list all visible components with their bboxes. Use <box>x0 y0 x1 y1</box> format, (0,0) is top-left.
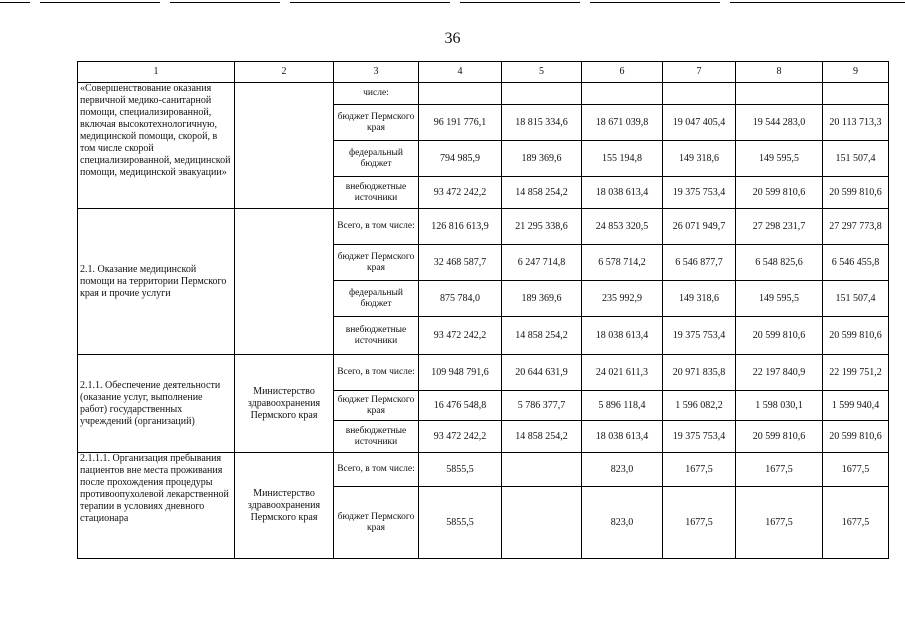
amount-cell: 126 816 613,9 <box>419 209 502 245</box>
funding-source-cell: федеральный бюджет <box>334 141 419 177</box>
amount-cell: 22 199 751,2 <box>823 355 889 391</box>
header-cell: 7 <box>663 62 736 83</box>
header-cell: 4 <box>419 62 502 83</box>
amount-cell: 20 644 631,9 <box>502 355 582 391</box>
amount-cell: 149 595,5 <box>736 141 823 177</box>
funding-source-cell: бюджет Пермского края <box>334 487 419 559</box>
header-cell: 2 <box>235 62 334 83</box>
amount-cell: 1677,5 <box>823 453 889 487</box>
amount-cell: 20 599 810,6 <box>736 317 823 355</box>
page-number: 36 <box>444 30 461 47</box>
amount-cell: 235 992,9 <box>582 281 663 317</box>
amount-cell: 149 318,6 <box>663 141 736 177</box>
amount-cell: 6 247 714,8 <box>502 245 582 281</box>
activity-name-cell: «Совершенствование оказания первичной медико-санитарной помощи, специализированной, включая высокотехнологичную, медицинской помощи, скорой, в том числе скорой специализированной, медицинской помощи, медицинской эвакуации» <box>78 83 235 209</box>
amount-cell: 14 858 254,2 <box>502 317 582 355</box>
header-row <box>78 62 889 83</box>
amount-cell: 1677,5 <box>736 453 823 487</box>
amount-cell: 21 295 338,6 <box>502 209 582 245</box>
amount-cell: 19 375 753,4 <box>663 177 736 209</box>
funding-source-cell: числе: <box>334 83 419 105</box>
header-cell: 9 <box>823 62 889 83</box>
amount-cell <box>502 487 582 559</box>
amount-cell <box>582 83 663 105</box>
amount-cell: 93 472 242,2 <box>419 421 502 453</box>
amount-cell <box>736 83 823 105</box>
amount-cell: 1677,5 <box>823 487 889 559</box>
amount-cell <box>419 83 502 105</box>
table-row <box>78 209 889 245</box>
amount-cell: 1677,5 <box>663 453 736 487</box>
executor-cell <box>235 83 334 209</box>
amount-cell: 5 896 118,4 <box>582 391 663 421</box>
amount-cell <box>502 453 582 487</box>
amount-cell: 20 113 713,3 <box>823 105 889 141</box>
amount-cell: 18 038 613,4 <box>582 177 663 209</box>
amount-cell: 96 191 776,1 <box>419 105 502 141</box>
funding-source-cell: бюджет Пермского края <box>334 105 419 141</box>
amount-cell: 14 858 254,2 <box>502 177 582 209</box>
table-row <box>78 453 889 487</box>
amount-cell: 1677,5 <box>736 487 823 559</box>
amount-cell: 26 071 949,7 <box>663 209 736 245</box>
amount-cell: 18 815 334,6 <box>502 105 582 141</box>
amount-cell: 32 468 587,7 <box>419 245 502 281</box>
amount-cell: 6 546 877,7 <box>663 245 736 281</box>
amount-cell: 19 047 405,4 <box>663 105 736 141</box>
amount-cell: 93 472 242,2 <box>419 317 502 355</box>
amount-cell: 794 985,9 <box>419 141 502 177</box>
amount-cell: 20 599 810,6 <box>823 177 889 209</box>
amount-cell <box>823 83 889 105</box>
amount-cell <box>663 83 736 105</box>
amount-cell: 5855,5 <box>419 487 502 559</box>
table-row <box>78 355 889 391</box>
funding-source-cell: внебюджетные источники <box>334 421 419 453</box>
executor-cell <box>235 209 334 355</box>
amount-cell: 20 599 810,6 <box>736 177 823 209</box>
funding-source-cell: внебюджетные источники <box>334 177 419 209</box>
amount-cell: 19 544 283,0 <box>736 105 823 141</box>
activity-name-cell: 2.1.1.1. Организация пребывания пациентов вне места проживания после прохождения процедуры противоопухолевой лекарственной терапии в условиях дневного стационара <box>78 453 235 559</box>
amount-cell: 22 197 840,9 <box>736 355 823 391</box>
amount-cell: 1 598 030,1 <box>736 391 823 421</box>
funding-source-cell: Всего, в том числе: <box>334 453 419 487</box>
header-cell: 6 <box>582 62 663 83</box>
amount-cell: 16 476 548,8 <box>419 391 502 421</box>
amount-cell: 6 546 455,8 <box>823 245 889 281</box>
header-cell: 1 <box>78 62 235 83</box>
executor-cell: Министерство здравоохранения Пермского края <box>235 453 334 559</box>
amount-cell: 5855,5 <box>419 453 502 487</box>
funding-source-cell: бюджет Пермского края <box>334 391 419 421</box>
header-cell: 8 <box>736 62 823 83</box>
header-cell: 3 <box>334 62 419 83</box>
amount-cell: 1 596 082,2 <box>663 391 736 421</box>
amount-cell: 93 472 242,2 <box>419 177 502 209</box>
amount-cell <box>502 83 582 105</box>
activity-name-cell: 2.1. Оказание медицинской помощи на территории Пермского края и прочие услуги <box>78 209 235 355</box>
amount-cell: 155 194,8 <box>582 141 663 177</box>
amount-cell: 24 853 320,5 <box>582 209 663 245</box>
executor-cell: Министерство здравоохранения Пермского края <box>235 355 334 453</box>
amount-cell: 20 599 810,6 <box>736 421 823 453</box>
amount-cell: 19 375 753,4 <box>663 317 736 355</box>
amount-cell: 1 599 940,4 <box>823 391 889 421</box>
amount-cell: 189 369,6 <box>502 281 582 317</box>
amount-cell: 14 858 254,2 <box>502 421 582 453</box>
funding-source-cell: бюджет Пермского края <box>334 245 419 281</box>
amount-cell: 20 599 810,6 <box>823 421 889 453</box>
amount-cell: 6 578 714,2 <box>582 245 663 281</box>
amount-cell: 19 375 753,4 <box>663 421 736 453</box>
amount-cell: 149 595,5 <box>736 281 823 317</box>
funding-source-cell: внебюджетные источники <box>334 317 419 355</box>
table-row <box>78 83 889 105</box>
page-top-border <box>0 0 905 6</box>
amount-cell: 27 297 773,8 <box>823 209 889 245</box>
amount-cell: 109 948 791,6 <box>419 355 502 391</box>
amount-cell: 151 507,4 <box>823 141 889 177</box>
funding-source-cell: Всего, в том числе: <box>334 209 419 245</box>
activity-name-cell: 2.1.1. Обеспечение деятельности (оказание услуг, выполнение работ) государственных учреждений (организаций) <box>78 355 235 453</box>
amount-cell: 823,0 <box>582 487 663 559</box>
amount-cell: 151 507,4 <box>823 281 889 317</box>
amount-cell: 18 038 613,4 <box>582 317 663 355</box>
amount-cell: 18 671 039,8 <box>582 105 663 141</box>
header-cell: 5 <box>502 62 582 83</box>
amount-cell: 6 548 825,6 <box>736 245 823 281</box>
amount-cell: 5 786 377,7 <box>502 391 582 421</box>
amount-cell: 20 599 810,6 <box>823 317 889 355</box>
amount-cell: 1677,5 <box>663 487 736 559</box>
amount-cell: 189 369,6 <box>502 141 582 177</box>
amount-cell: 20 971 835,8 <box>663 355 736 391</box>
amount-cell: 875 784,0 <box>419 281 502 317</box>
amount-cell: 27 298 231,7 <box>736 209 823 245</box>
amount-cell: 149 318,6 <box>663 281 736 317</box>
funding-source-cell: Всего, в том числе: <box>334 355 419 391</box>
amount-cell: 18 038 613,4 <box>582 421 663 453</box>
amount-cell: 823,0 <box>582 453 663 487</box>
budget-table <box>77 61 889 559</box>
funding-source-cell: федеральный бюджет <box>334 281 419 317</box>
amount-cell: 24 021 611,3 <box>582 355 663 391</box>
